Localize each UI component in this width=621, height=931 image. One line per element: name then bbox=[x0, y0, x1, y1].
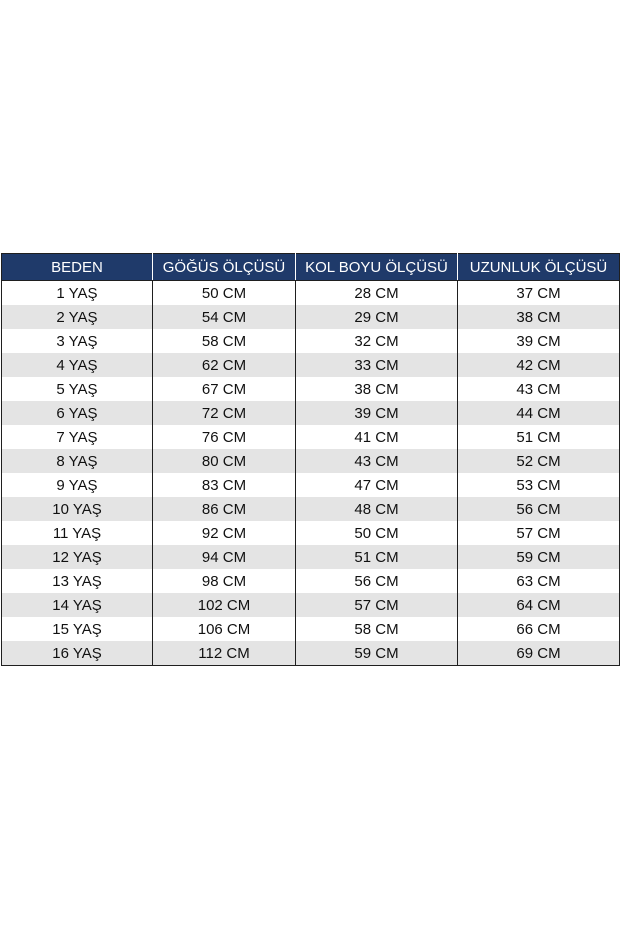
table-row bbox=[2, 521, 620, 545]
cell-beden: 5 YAŞ bbox=[2, 377, 153, 401]
cell-uzunluk: 66 CM bbox=[458, 617, 620, 641]
cell-gogus: 94 CM bbox=[153, 545, 296, 569]
cell-beden: 8 YAŞ bbox=[2, 449, 153, 473]
cell-beden: 12 YAŞ bbox=[2, 545, 153, 569]
cell-gogus: 54 CM bbox=[153, 305, 296, 329]
cell-uzunluk: 52 CM bbox=[458, 449, 620, 473]
cell-kol-boyu: 59 CM bbox=[296, 641, 458, 666]
cell-gogus: 83 CM bbox=[153, 473, 296, 497]
table-row bbox=[2, 377, 620, 401]
cell-gogus: 76 CM bbox=[153, 425, 296, 449]
cell-gogus: 72 CM bbox=[153, 401, 296, 425]
table-row bbox=[2, 497, 620, 521]
cell-beden: 13 YAŞ bbox=[2, 569, 153, 593]
cell-beden: 16 YAŞ bbox=[2, 641, 153, 666]
table-row bbox=[2, 449, 620, 473]
header-uzunluk: UZUNLUK ÖLÇÜSÜ bbox=[458, 254, 620, 281]
cell-gogus: 62 CM bbox=[153, 353, 296, 377]
cell-beden: 7 YAŞ bbox=[2, 425, 153, 449]
cell-uzunluk: 69 CM bbox=[458, 641, 620, 666]
cell-uzunluk: 53 CM bbox=[458, 473, 620, 497]
cell-kol-boyu: 33 CM bbox=[296, 353, 458, 377]
cell-uzunluk: 59 CM bbox=[458, 545, 620, 569]
cell-uzunluk: 56 CM bbox=[458, 497, 620, 521]
cell-kol-boyu: 43 CM bbox=[296, 449, 458, 473]
cell-kol-boyu: 39 CM bbox=[296, 401, 458, 425]
cell-uzunluk: 51 CM bbox=[458, 425, 620, 449]
cell-kol-boyu: 47 CM bbox=[296, 473, 458, 497]
cell-uzunluk: 63 CM bbox=[458, 569, 620, 593]
cell-beden: 11 YAŞ bbox=[2, 521, 153, 545]
cell-uzunluk: 37 CM bbox=[458, 281, 620, 306]
cell-beden: 2 YAŞ bbox=[2, 305, 153, 329]
cell-kol-boyu: 38 CM bbox=[296, 377, 458, 401]
cell-kol-boyu: 41 CM bbox=[296, 425, 458, 449]
cell-gogus: 92 CM bbox=[153, 521, 296, 545]
cell-beden: 14 YAŞ bbox=[2, 593, 153, 617]
cell-kol-boyu: 58 CM bbox=[296, 617, 458, 641]
cell-uzunluk: 38 CM bbox=[458, 305, 620, 329]
table-row bbox=[2, 545, 620, 569]
cell-uzunluk: 44 CM bbox=[458, 401, 620, 425]
cell-uzunluk: 43 CM bbox=[458, 377, 620, 401]
table-row bbox=[2, 305, 620, 329]
cell-kol-boyu: 29 CM bbox=[296, 305, 458, 329]
cell-kol-boyu: 57 CM bbox=[296, 593, 458, 617]
cell-beden: 1 YAŞ bbox=[2, 281, 153, 306]
cell-gogus: 98 CM bbox=[153, 569, 296, 593]
table-row bbox=[2, 569, 620, 593]
table-row bbox=[2, 617, 620, 641]
table-row bbox=[2, 401, 620, 425]
cell-uzunluk: 64 CM bbox=[458, 593, 620, 617]
cell-kol-boyu: 48 CM bbox=[296, 497, 458, 521]
table-row bbox=[2, 641, 620, 666]
cell-gogus: 112 CM bbox=[153, 641, 296, 666]
size-chart-header bbox=[2, 254, 620, 281]
table-row bbox=[2, 353, 620, 377]
cell-kol-boyu: 32 CM bbox=[296, 329, 458, 353]
size-chart-body bbox=[2, 281, 620, 666]
header-beden: BEDEN bbox=[2, 254, 153, 281]
cell-gogus: 67 CM bbox=[153, 377, 296, 401]
cell-uzunluk: 39 CM bbox=[458, 329, 620, 353]
cell-gogus: 86 CM bbox=[153, 497, 296, 521]
header-row bbox=[2, 254, 620, 281]
table-row bbox=[2, 593, 620, 617]
cell-beden: 6 YAŞ bbox=[2, 401, 153, 425]
size-chart-table bbox=[1, 253, 620, 666]
cell-kol-boyu: 50 CM bbox=[296, 521, 458, 545]
cell-uzunluk: 57 CM bbox=[458, 521, 620, 545]
cell-gogus: 106 CM bbox=[153, 617, 296, 641]
cell-beden: 3 YAŞ bbox=[2, 329, 153, 353]
cell-kol-boyu: 56 CM bbox=[296, 569, 458, 593]
table-row bbox=[2, 329, 620, 353]
header-gogus: GÖĞÜS ÖLÇÜSÜ bbox=[153, 254, 296, 281]
cell-beden: 9 YAŞ bbox=[2, 473, 153, 497]
cell-gogus: 58 CM bbox=[153, 329, 296, 353]
cell-gogus: 80 CM bbox=[153, 449, 296, 473]
table-row bbox=[2, 281, 620, 306]
cell-gogus: 50 CM bbox=[153, 281, 296, 306]
table-row bbox=[2, 473, 620, 497]
header-kol-boyu: KOL BOYU ÖLÇÜSÜ bbox=[296, 254, 458, 281]
cell-beden: 15 YAŞ bbox=[2, 617, 153, 641]
cell-beden: 10 YAŞ bbox=[2, 497, 153, 521]
cell-kol-boyu: 28 CM bbox=[296, 281, 458, 306]
cell-kol-boyu: 51 CM bbox=[296, 545, 458, 569]
cell-beden: 4 YAŞ bbox=[2, 353, 153, 377]
table-row bbox=[2, 425, 620, 449]
cell-gogus: 102 CM bbox=[153, 593, 296, 617]
cell-uzunluk: 42 CM bbox=[458, 353, 620, 377]
